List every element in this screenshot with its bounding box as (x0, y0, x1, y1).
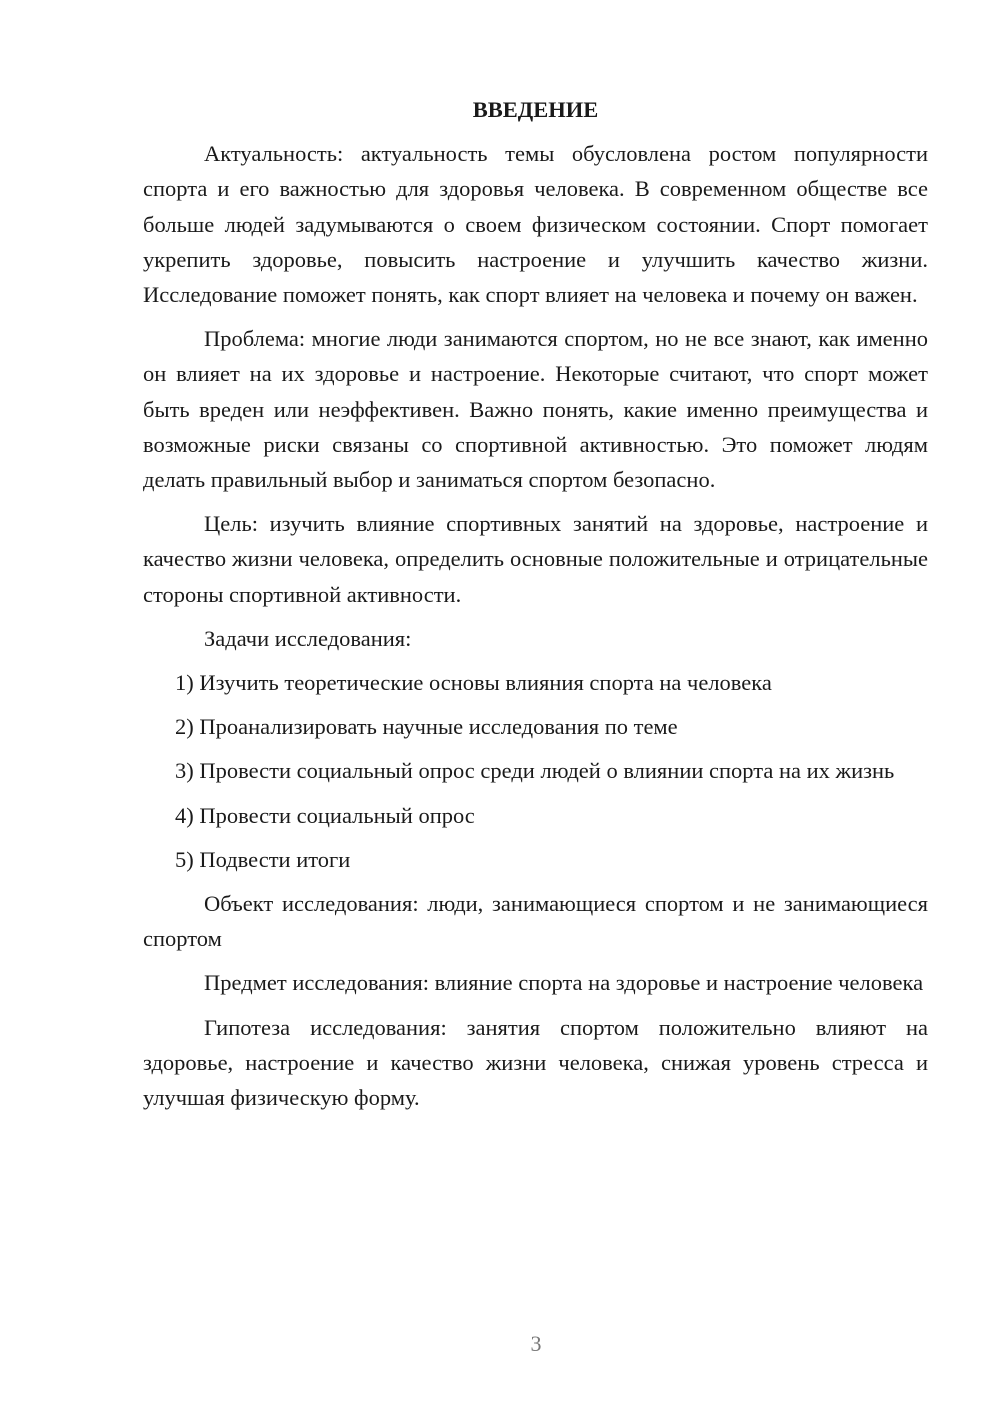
paragraph-hypothesis: Гипотеза исследования: занятия спортом положительно влияют на здоровье, настроение и качество жизни человека, снижая уровень стресса и улучшая физическую форму. (143, 1014, 928, 1111)
task-item-4: 4) Провести социальный опрос (175, 802, 475, 828)
paragraph-relevance: Актуальность: актуальность темы обусловлена ростом популярности спорта и его важностью для здоровья человека. В современном обществе все больше людей задумываются о своем физическом состоянии. Спорт помогает укрепить здоровье, повысить настроение и улучшить качество жизни. Исследование поможет понять, как спорт влияет на человека и почему он важен. (143, 141, 928, 308)
task-item-1: 1) Изучить теоретические основы влияния спорта на человека (175, 670, 772, 696)
paragraph-goal: Цель: изучить влияние спортивных занятий на здоровье, настроение и качество жизни человека, определить основные положительные и отрицательные стороны спортивной активности. (143, 511, 928, 607)
section-title: ВВЕДЕНИЕ (472, 97, 599, 122)
document-page (143, 92, 928, 1124)
page-number: 3 (530, 1331, 542, 1356)
task-item-3: 3) Провести социальный опрос среди людей о влиянии спорта на их жизнь (175, 758, 895, 784)
paragraph-object: Объект исследования: люди, занимающиеся спортом и не занимающиеся спортом (143, 891, 928, 952)
paragraph-tasks-heading: Задачи исследования: (204, 625, 412, 651)
paragraph-subject: Предмет исследования: влияние спорта на здоровье и настроение человека (204, 970, 924, 996)
paragraph-problem: Проблема: многие люди занимаются спортом, но не все знают, как именно он влияет на их здоровье и настроение. Некоторые считают, что спорт может быть вреден или неэффективен. Важно понять, какие именно преимущества и возможные риски связаны со спортивной активностью. Это поможет людям делать правильный выбор и заниматься спортом безопасно. (143, 326, 928, 493)
task-item-2: 2) Проанализировать научные исследования по теме (175, 714, 678, 740)
page-number-container (0, 1331, 1000, 1357)
task-item-5: 5) Подвести итоги (175, 846, 351, 872)
